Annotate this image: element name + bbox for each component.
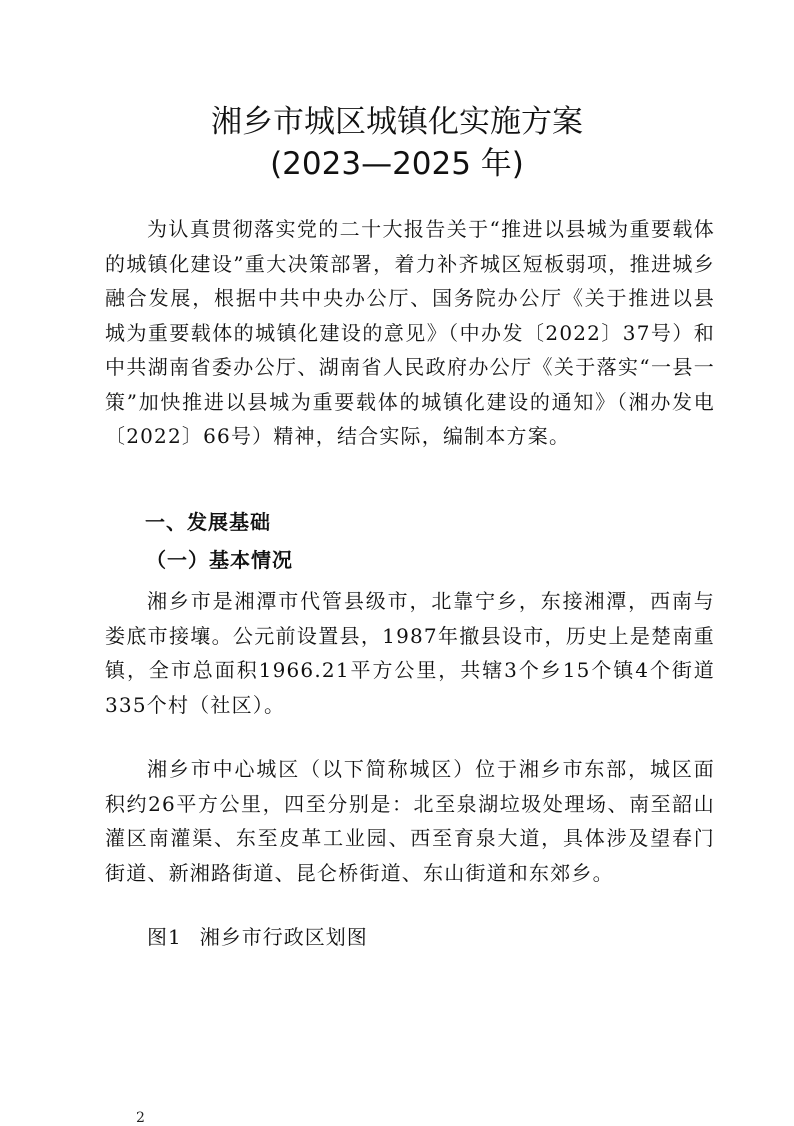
paragraph-city-overview: 湘乡市是湘潭市代管县级市，北靠宁乡，东接湘潭，西南与娄底市接壤。公元前设置县，1987年撤县设市，历史上是楚南重镇，全市总面积1966.21平方公里，共辖3个乡15个镇4个街道335个村（社区）。 — [105, 589, 715, 717]
paragraph-urban-area: 湘乡市中心城区（以下简称城区）位于湘乡市东部，城区面积约26平方公里，四至分别是：北至泉湖垃圾处理场、南至韶山灌区南灌渠、东至皮革工业园、西至育泉大道，具体涉及望春门街道、新湘路街道、昆仑桥街道、东山街道和东郊乡。 — [105, 757, 715, 885]
page-number: 2 — [136, 1110, 145, 1126]
figure-caption — [147, 920, 368, 954]
figure-caption-text: 湘乡市行政区划图 — [199, 925, 368, 949]
section-heading-development-basis: 一、发展基础 — [145, 510, 271, 534]
intro-paragraph: 为认真贯彻落实党的二十大报告关于“推进以县城为重要载体的城镇化建设”重大决策部署，着力补齐城区短板弱项，推进城乡融合发展，根据中共中央办公厅、国务院办公厅《关于推进以县城为重要载体的城镇化建设的意见》（中办发〔2022〕37号）和中共湖南省委办公厅、湖南省人民政府办公厅《关于落实“一县一策”加快推进以县城为重要载体的城镇化建设的通知》（湘办发电〔2022〕66号）精神，结合实际，编制本方案。 — [105, 217, 715, 448]
subsection-heading-basic-situation: （一）基本情况 — [146, 548, 293, 572]
document-subtitle-years: (2023—2025 年) — [270, 146, 524, 182]
figure-number: 图1 — [147, 925, 182, 949]
document-title: 湘乡市城区城镇化实施方案 — [211, 104, 583, 140]
